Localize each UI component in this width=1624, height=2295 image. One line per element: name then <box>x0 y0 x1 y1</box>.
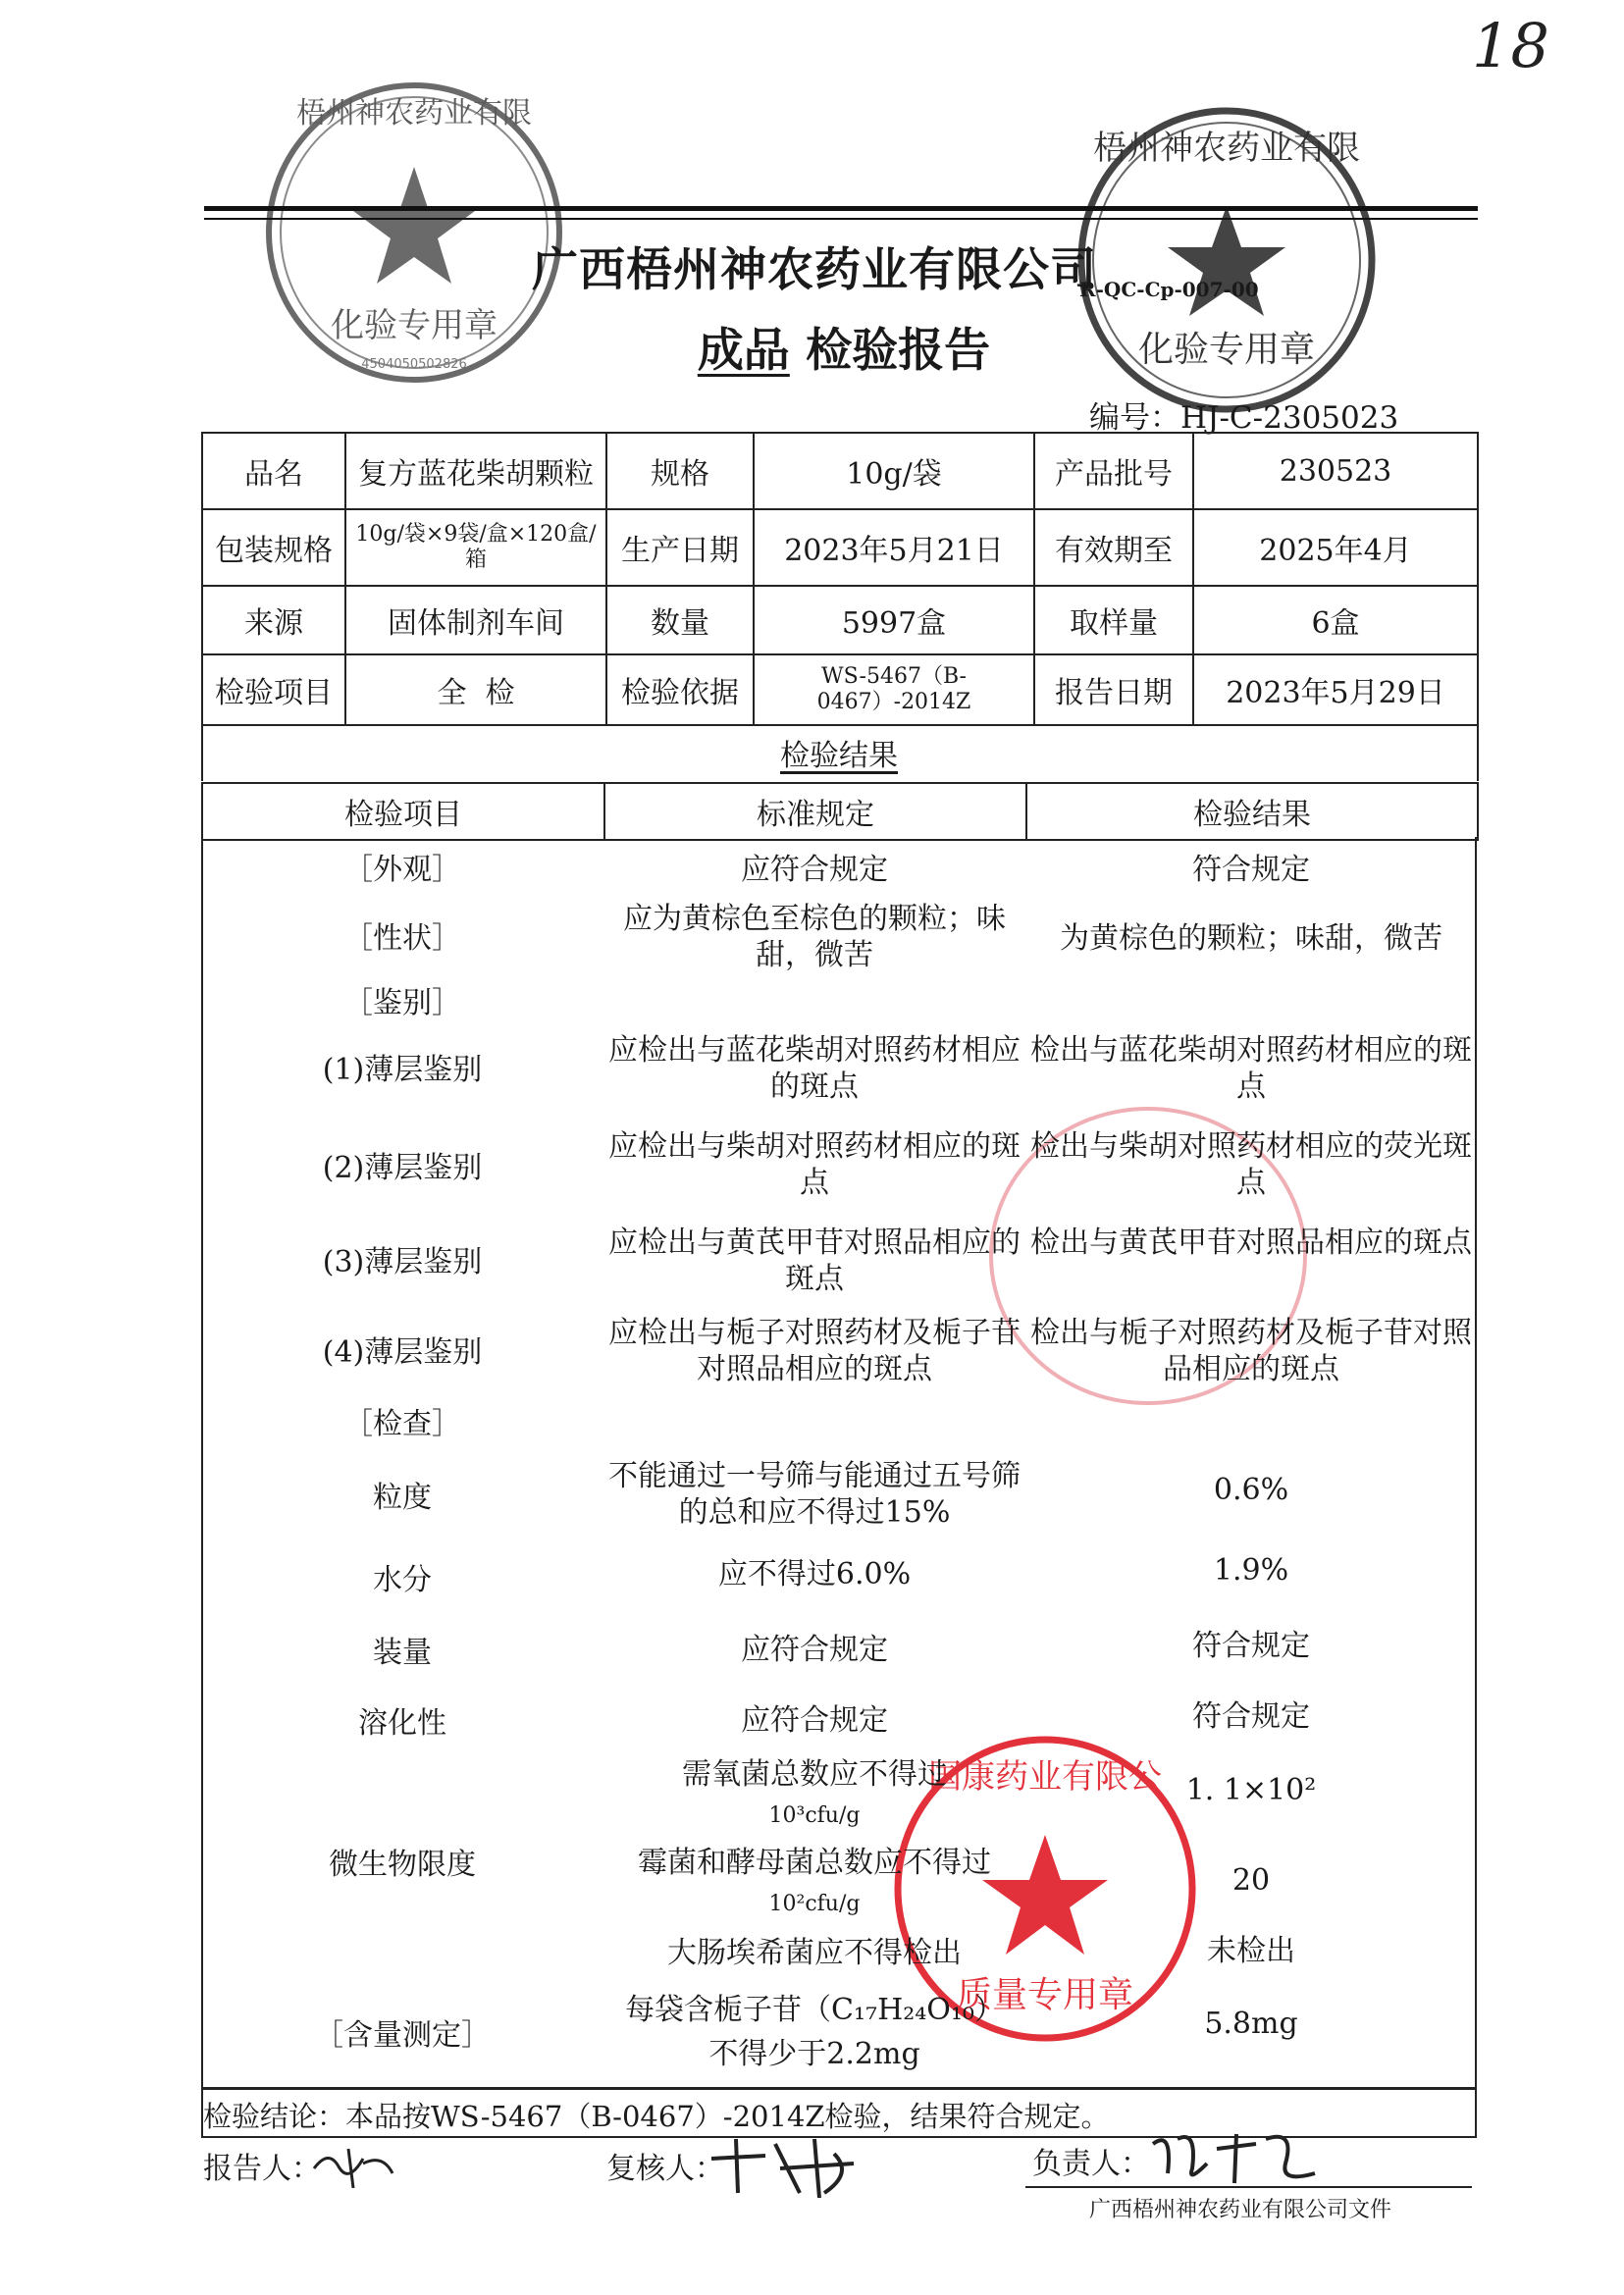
svg-text:化验专用章: 化验专用章 <box>1137 330 1316 370</box>
svg-text:质量专用章: 质量专用章 <box>956 1975 1134 2015</box>
microbe-standard-1-unit: 10³cfu/g <box>768 1803 861 1828</box>
svg-text:梧州神农药业有限: 梧州神农药业有限 <box>296 96 532 130</box>
info-value: 2025年4月 <box>1193 509 1478 586</box>
info-value: 2023年5月29日 <box>1193 654 1478 725</box>
report-title-underlined: 成品 <box>697 324 790 378</box>
microbe-result-2: 20 <box>1231 1863 1271 1898</box>
row-result: 符合规定 <box>1192 1699 1310 1734</box>
info-value: 复方蓝花柴胡颗粒 <box>345 433 606 509</box>
info-value: 230523 <box>1193 433 1478 509</box>
info-label: 报告日期 <box>1034 654 1193 725</box>
page-number: 18 <box>1472 10 1549 81</box>
info-label: 品名 <box>202 433 345 509</box>
row-item: ［性状］ <box>343 921 461 956</box>
assay-standard-2: 不得少于2.2mg <box>708 2037 920 2071</box>
reviewer-signature <box>707 2134 864 2203</box>
row-result: 符合规定 <box>1192 1629 1310 1663</box>
microbe-result-1: 1. 1×10² <box>1185 1773 1317 1807</box>
microbe-standard-3: 大肠埃希菌应不得检出 <box>667 1936 962 1970</box>
row-item: (2)薄层鉴别 <box>322 1151 483 1185</box>
assay-item: ［含量测定］ <box>314 2018 491 2053</box>
row-result: 检出与蓝花柴胡对照药材相应的斑点 <box>1030 1033 1472 1104</box>
document-code: R-QC-Cp-007-00 <box>1079 278 1259 301</box>
info-table <box>201 432 1479 781</box>
serial-number <box>1089 392 1398 437</box>
row-item: ［鉴别］ <box>343 986 461 1020</box>
microbe-standard-2: 霉菌和酵母菌总数应不得过 <box>638 1846 991 1880</box>
row-standard: 应不得过6.0% <box>717 1557 912 1591</box>
info-value: 固体制剂车间 <box>345 586 606 654</box>
info-label: 生产日期 <box>606 509 754 586</box>
microbe-result-3: 未检出 <box>1207 1934 1295 1968</box>
info-label: 规格 <box>606 433 754 509</box>
row-item: ［检查］ <box>343 1407 461 1441</box>
row-standard: 应检出与黄芪甲苷对照品相应的斑点 <box>608 1226 1021 1296</box>
microbe-standard-1: 需氧菌总数应不得过 <box>682 1757 947 1792</box>
info-label: 产品批号 <box>1034 433 1193 509</box>
row-item: (1)薄层鉴别 <box>322 1053 483 1087</box>
info-value: 全 检 <box>345 654 606 725</box>
company-name: 广西梧州神农药业有限公司 <box>532 243 1097 297</box>
row-standard: 应符合规定 <box>741 853 888 887</box>
info-value: 6盒 <box>1193 586 1478 654</box>
column-header: 检验结果 <box>1026 783 1478 840</box>
row-item: 装量 <box>373 1636 432 1670</box>
report-title-rest: 检验报告 <box>789 324 991 378</box>
info-row <box>202 586 1478 654</box>
microbe-item: 微生物限度 <box>329 1848 476 1882</box>
row-standard: 应符合规定 <box>741 1633 888 1667</box>
header-rule-bottom <box>204 218 1478 220</box>
reporter-signature <box>309 2139 397 2198</box>
reporter-label: 报告人： <box>203 2152 321 2186</box>
info-value: WS-5467（B-0467）-2014Z <box>754 654 1034 725</box>
info-value: 10g/袋 <box>754 433 1034 509</box>
microbe-standard-2-unit: 10²cfu/g <box>768 1892 861 1916</box>
row-result: 检出与黄芪甲苷对照品相应的斑点 <box>1030 1226 1472 1260</box>
row-standard: 不能通过一号筛与能通过五号筛的总和应不得过15% <box>608 1459 1021 1530</box>
row-standard: 应符合规定 <box>741 1703 888 1738</box>
info-label: 来源 <box>202 586 345 654</box>
info-value: 5997盒 <box>754 586 1034 654</box>
info-value: 2023年5月21日 <box>754 509 1034 586</box>
row-result: 检出与柴胡对照药材相应的荧光斑点 <box>1030 1129 1472 1200</box>
serial-value: HJ-C-2305023 <box>1180 400 1399 436</box>
assay-standard-1: 每袋含栀子苷（C₁₇H₂₄O₁₀） <box>625 1993 1004 2027</box>
reviewer-label: 复核人： <box>606 2152 724 2186</box>
svg-text:化验专用章: 化验专用章 <box>331 306 498 345</box>
row-item: 溶化性 <box>358 1706 446 1741</box>
info-label: 检验依据 <box>606 654 754 725</box>
assay-result: 5.8mg <box>1204 2007 1298 2041</box>
column-header: 检验项目 <box>202 783 604 840</box>
row-item: 粒度 <box>373 1481 432 1515</box>
footer-rule <box>1025 2186 1472 2188</box>
section-title <box>201 731 1477 774</box>
svg-text:国康药业有限公: 国康药业有限公 <box>928 1757 1162 1797</box>
results-header-row <box>202 783 1478 840</box>
responsible-label: 负责人： <box>1032 2147 1150 2181</box>
info-label: 包装规格 <box>202 509 345 586</box>
responsible-signature <box>1148 2124 1325 2193</box>
report-title <box>550 314 1138 380</box>
row-item: (4)薄层鉴别 <box>322 1335 483 1370</box>
serial-label: 编号： <box>1089 400 1180 436</box>
row-standard: 应检出与栀子对照药材及栀子苷对照品相应的斑点 <box>608 1316 1021 1386</box>
info-label: 检验项目 <box>202 654 345 725</box>
results-header <box>201 782 1479 841</box>
row-standard: 应为黄棕色至棕色的颗粒；味甜，微苦 <box>623 902 1006 972</box>
row-standard: 应检出与蓝花柴胡对照药材相应的斑点 <box>608 1033 1021 1104</box>
info-row <box>202 654 1478 725</box>
row-item: 水分 <box>373 1563 432 1597</box>
conclusion: 检验结论：本品按WS-5467（B-0467）-2014Z检验，结果符合规定。 <box>203 2100 1110 2133</box>
info-label: 取样量 <box>1034 586 1193 654</box>
header-rule-top <box>204 206 1478 211</box>
section-title-text: 检验结果 <box>780 739 898 773</box>
row-result: 为黄棕色的颗粒；味甜，微苦 <box>1060 921 1442 956</box>
info-value: 10g/袋×9袋/盒×120盒/箱 <box>345 509 606 586</box>
row-result: 检出与栀子对照药材及栀子苷对照品相应的斑点 <box>1030 1316 1472 1386</box>
info-label: 有效期至 <box>1034 509 1193 586</box>
row-item: ［外观］ <box>343 853 461 887</box>
row-result: 符合规定 <box>1192 853 1310 887</box>
footer-text: 广西梧州神农药业有限公司文件 <box>1089 2198 1392 2222</box>
info-row <box>202 509 1478 586</box>
info-label: 数量 <box>606 586 754 654</box>
row-standard: 应检出与柴胡对照药材相应的斑点 <box>608 1129 1021 1200</box>
svg-text:4504050502826: 4504050502826 <box>361 357 467 372</box>
svg-text:梧州神农药业有限: 梧州神农药业有限 <box>1093 129 1360 168</box>
row-result: 1.9% <box>1213 1553 1289 1588</box>
info-row <box>202 433 1478 509</box>
column-header: 标准规定 <box>604 783 1026 840</box>
row-item: (3)薄层鉴别 <box>322 1245 483 1279</box>
row-result: 0.6% <box>1213 1473 1289 1507</box>
